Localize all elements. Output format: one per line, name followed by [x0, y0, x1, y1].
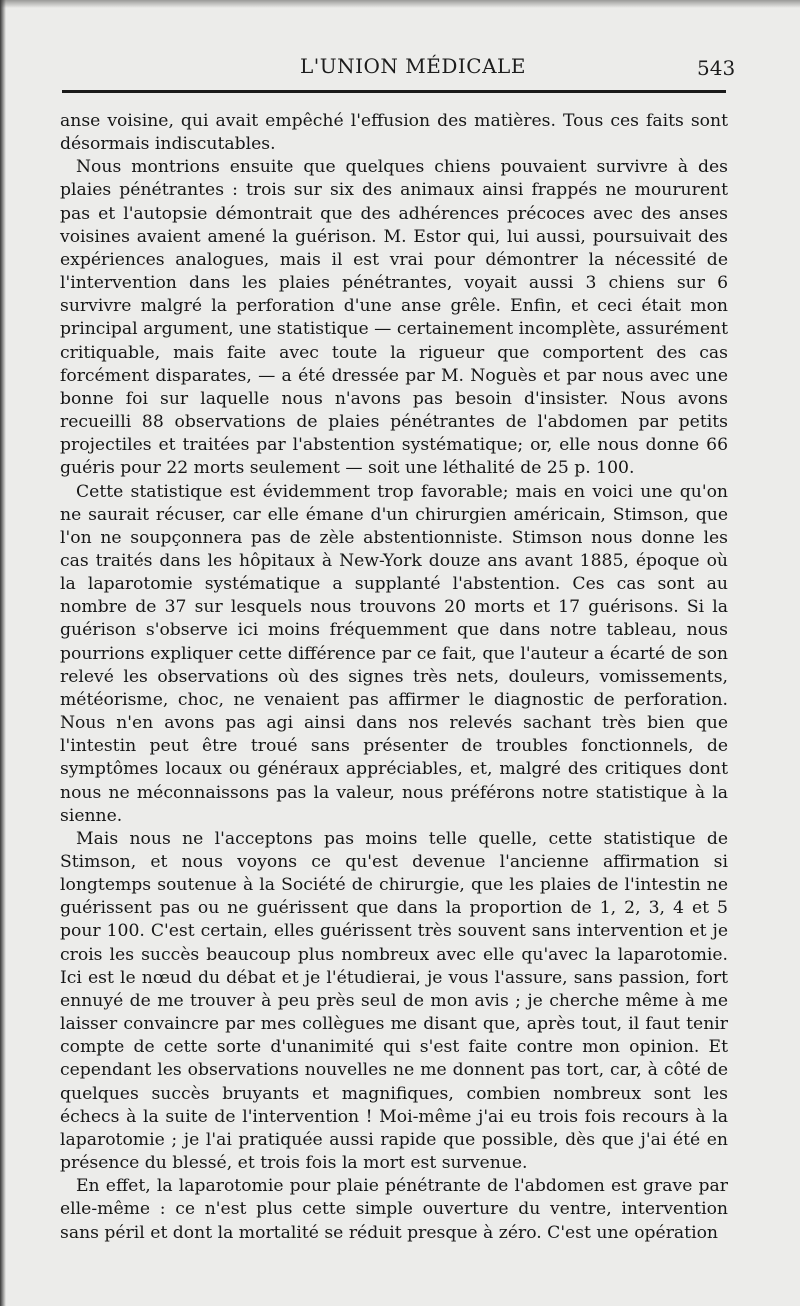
- paragraph-experiments: Nous montrions ensuite que quelques chiens pouvaient survivre à des plaies pénétrantes : trois sur six des animaux ainsi frappés ne moururent pas et l'autopsie démontrait que des adhérences précoces avec des anses voisines avaient amené la guérison. M. Estor qui, lui aussi, poursuivait des expériences analogues, mais il est vrai pour démontrer la nécessité de l'intervention dans les plaies pénétrantes, voyait aussi 3 chiens sur 6 survivre malgré la perforation d'une anse grêle. Enfin, et ceci était mon principal argument, une statistique — certainement incomplète, assurément critiquable, mais faite avec toute la rigueur que comportent des cas forcément disparates, — a été dressée par M. Noguès et par nous avec une bonne foi sur laquelle nous n'avons pas besoin d'insister. Nous avons recueilli 88 observations de plaies pénétrantes de l'abdomen par petits projectiles et traitées par l'abstention systématique; or, elle nous donne 66 guéris pour 22 morts seulement — soit une léthalité de 25 p. 100.: [60, 157, 728, 479]
- page-number: 543: [697, 56, 736, 80]
- paragraph-stimson-statistics: Cette statistique est évidemment trop favorable; mais en voici une qu'on ne saurait récuser, car elle émane d'un chirurgien américain, Stimson, que l'on ne soupçonnera pas de zèle abstentionniste. Stimson nous donne les cas traités dans les hôpitaux à New-York douze ans avant 1885, époque où la laparotomie systématique a supplanté l'abstention. Ces cas sont au nombre de 37 sur lesquels nous trouvons 20 morts et 17 guérisons. Si la guérison s'observe ici moins fréquemment que dans notre tableau, nous pourrions expliquer cette différence par ce fait, que l'auteur a écarté de son relevé les observations où des signes très nets, douleurs, vomissements, météorisme, choc, ne venaient pas affirmer le diagnostic de perforation. Nous n'en avons pas agi ainsi dans nos relevés sachant très bien que l'intestin peut être troué sans présenter de troubles fonctionnels, de symptômes locaux ou généraux appréciables, et, malgré des critiques dont nous ne méconnaissons pas la valeur, nous préférons notre statistique à la sienne.: [60, 481, 728, 826]
- paragraph-acceptance: Mais nous ne l'acceptons pas moins telle quelle, cette statistique de Stimson, et nous voyons ce qu'est devenue l'ancienne affirmation si longtemps soutenue à la Société de chirurgie, que les plaies de l'intestin ne guérissent pas ou ne guérissent que dans la proportion de 1, 2, 3, 4 et 5 pour 100. C'est certain, elles guérissent très souvent sans intervention et je crois les succès beaucoup plus nombreux avec elle qu'avec la laparotomie. Ici est le nœud du débat et je l'étudierai, je vous l'assure, sans passion, fort ennuyé de me trouver à peu près seul de mon avis ; je cherche même à me laisser convaincre par mes collègues me disant que, après tout, il faut tenir compte de cette sorte d'unanimité qui s'est faite contre mon opinion. Et cependant les observations nouvelles ne me donnent pas tort, car, à côté de quelques succès bruyants et magnifiques, combien nombreux sont les échecs à la suite de l'intervention ! Moi-même j'ai eu trois fois recours à la laparotomie ; je l'ai pratiquée aussi rapide que possible, dès que j'ai été en présence du blessé, et trois fois la mort est survenue.: [60, 828, 728, 1174]
- article-body: [60, 110, 728, 1245]
- scan-top-shadow: [0, 0, 800, 8]
- header-rule: [62, 90, 726, 93]
- paragraph-laparotomy: En effet, la laparotomie pour plaie pénétrante de l'abdomen est grave par elle-même : ce n'est plus cette simple ouverture du ventre, intervention sans péril et dont la mortalité se réduit presque à zéro. C'est une opération: [60, 1176, 728, 1243]
- scan-left-edge: [0, 0, 6, 1306]
- journal-title: L'UNION MÉDICALE: [300, 54, 526, 78]
- running-head: [0, 52, 800, 82]
- paragraph-continuation: anse voisine, qui avait empêché l'effusion des matières. Tous ces faits sont désormais indiscutables.: [60, 111, 728, 155]
